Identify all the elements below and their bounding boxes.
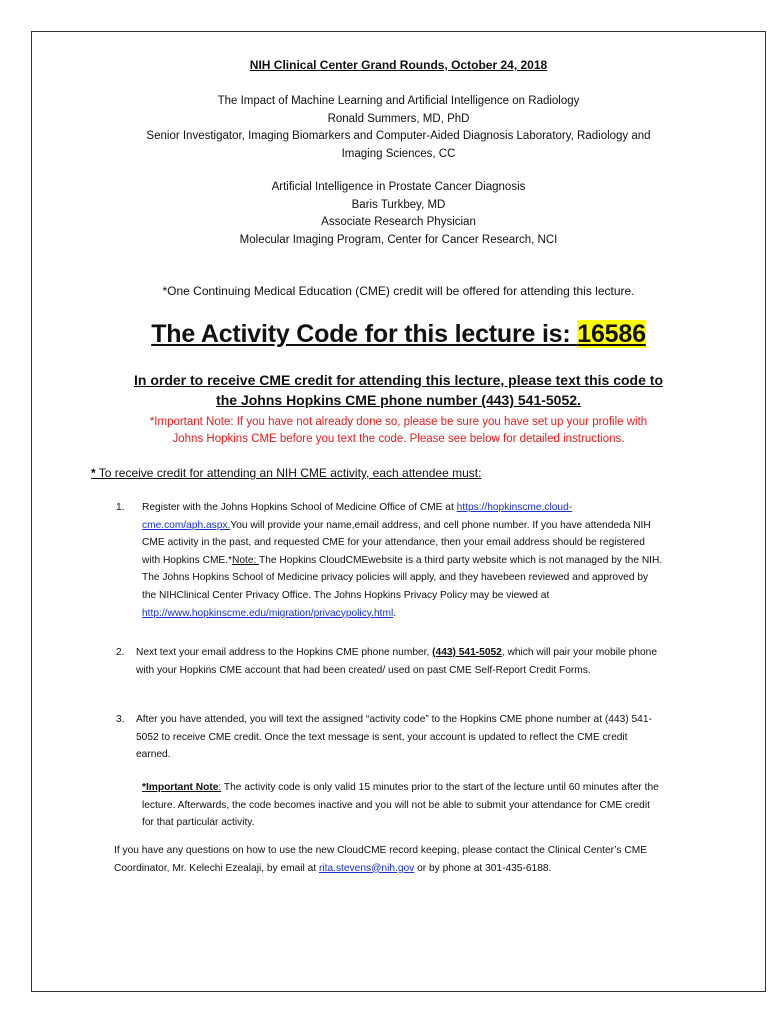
important-note-validity	[142, 779, 662, 832]
step-2	[116, 644, 664, 704]
text-code-instructions	[31, 370, 766, 410]
step-1	[116, 499, 664, 629]
talk1-title: The Impact of Machine Learning and Artificial Intelligence on Radiology	[217, 95, 580, 107]
step-1-text-a: Register with the Johns Hopkins School of Medicine Office of CME at	[142, 502, 457, 513]
step-2-text	[136, 644, 664, 679]
instructions-line1: In order to receive CME credit for attending this lecture, please text this code to	[133, 372, 663, 388]
hopkins-cme-register-link[interactable]: https://hopkinscme.cloud-cme.com/aph.aspx.	[142, 502, 573, 531]
activity-code-value: 16586	[577, 320, 646, 348]
step-1-text	[142, 499, 664, 622]
step-1-text-d: .	[393, 607, 397, 619]
activity-code-heading	[31, 320, 766, 349]
receive-credit-heading	[91, 466, 481, 480]
talk2-block	[31, 179, 766, 249]
talk2-speaker: Baris Turkbey, MD	[351, 198, 446, 211]
step-1-number: 1.	[116, 502, 125, 513]
talk2-program: Molecular Imaging Program, Center for Cancer Research, NCI	[239, 233, 558, 246]
cme-credit-note: *One Continuing Medical Education (CME) credit will be offered for attending this lecture.	[162, 284, 635, 298]
contact-paragraph	[114, 842, 654, 877]
step-1-note-label: Note:	[232, 554, 260, 566]
talk1-role-line2: Imaging Sciences, CC	[341, 147, 456, 160]
important-note-text: The activity code is only valid 15 minutes prior to the start of the lecture until 60 minutes after the lecture. Afterwards, the code becomes inactive and you will not be able to submit your attendance for CME credit for that particular activity.	[142, 782, 659, 829]
important-note-colon: :	[218, 782, 222, 793]
instructions-line2: the Johns Hopkins CME phone number (443) 541-5052.	[216, 392, 581, 408]
step-2-number: 2.	[116, 647, 125, 658]
contact-email-link[interactable]: rita.stevens@nih.gov	[318, 862, 415, 874]
activity-code-label: The Activity Code for this lecture is:	[151, 320, 578, 348]
step-2-text-a: Next text your email address to the Hopkins CME phone number,	[136, 647, 433, 658]
important-note-label: *Important Note	[142, 782, 219, 793]
step-1-text-b: You will provide your name,email address, and cell phone number. If you have attendeda NIH CME activity in the past, and requested CME for your attendance, then your email address should be registered with Hopkins CME.*	[142, 519, 651, 566]
step-3-text: After you have attended, you will text the assigned “activity code” to the Hopkins CME phone number at (443) 541-5052 to receive CME credit. Once the text message is sent, your account is updated to reflect the CME credit earned.	[136, 714, 652, 761]
talk2-role: Associate Research Physician	[321, 216, 476, 228]
step-1-text-c: The Hopkins CloudCMEwebsite is a third party website which is not managed by the NIH. The Johns Hopkins School of Medicine privacy policies will apply, and they havebeen reviewed and approved by the NIHClinical Center Privacy Office. The Johns Hopkins Privacy Policy may be viewed at	[142, 554, 663, 601]
talk1-speaker: Ronald Summers, MD, PhD	[327, 112, 470, 125]
important-red-line1: *Important Note: If you have not already done so, please be sure you have set up your profile with	[149, 416, 648, 428]
document-title: NIH Clinical Center Grand Rounds, October 24, 2018	[249, 58, 548, 72]
step-3-number: 3.	[116, 714, 125, 725]
receive-text: To receive credit for attending an NIH CME activity, each attendee must:	[95, 466, 482, 480]
talk1-role-line1: Senior Investigator, Imaging Biomarkers and Computer-Aided Diagnosis Laboratory, Radiology and	[146, 130, 651, 142]
step-2-text-b: , which will pair your mobile phone with your Hopkins CME account that had been created/ used on past CME Self-Report Credit Forms.	[136, 647, 657, 676]
step-3	[116, 711, 664, 771]
receive-star: *	[91, 466, 96, 480]
cme-phone-number: (443) 541-5052	[432, 647, 502, 658]
privacy-policy-link[interactable]: http://www.hopkinscme.edu/migration/privacypolicy.html	[142, 607, 394, 619]
important-note-red	[31, 414, 766, 448]
contact-text-a: If you have any questions on how to use the new CloudCME record keeping, please contact the Clinical Center’s CME Coordinator, Mr. Kelechi Ezealaji, by email at	[114, 845, 648, 874]
contact-text-b: or by phone at 301-435-6188.	[414, 862, 552, 874]
talk1-block	[31, 93, 766, 163]
important-red-line2: Johns Hopkins CME before you text the code. Please see below for detailed instructions.	[172, 433, 625, 445]
talk2-title: Artificial Intelligence in Prostate Cancer Diagnosis	[271, 181, 526, 193]
